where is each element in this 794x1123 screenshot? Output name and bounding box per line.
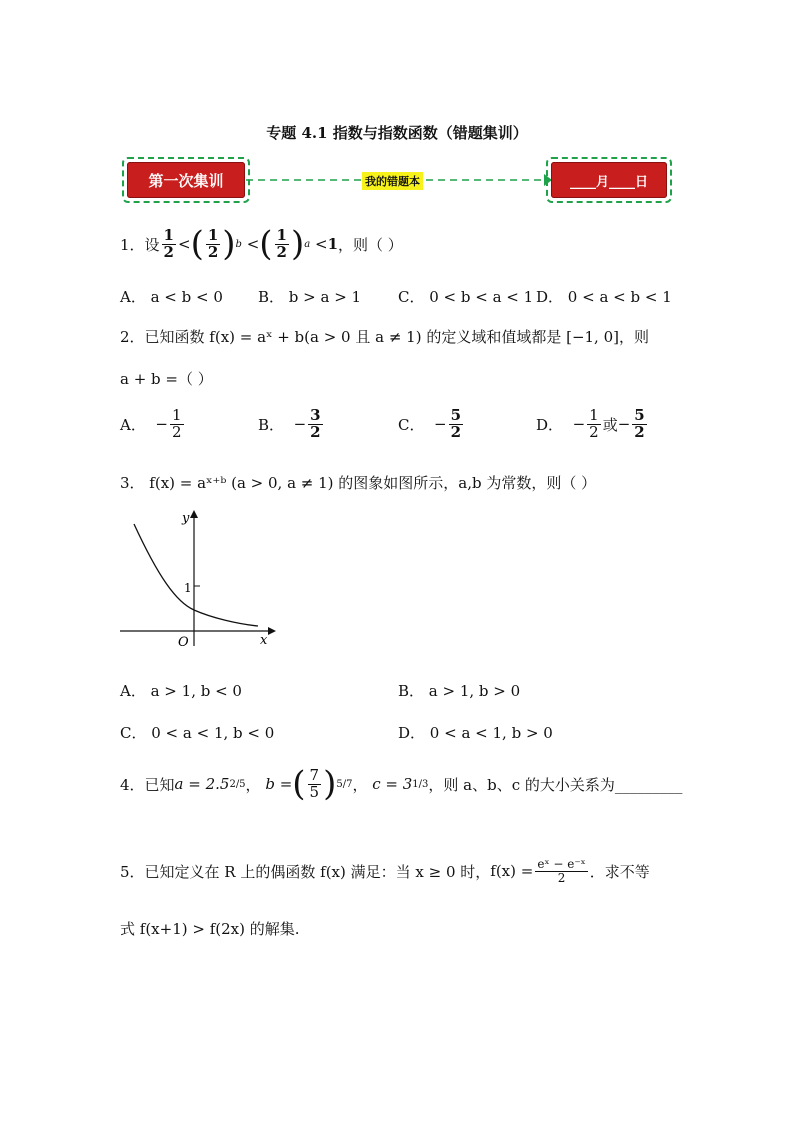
- first-training-badge: 第一次集训: [127, 162, 245, 198]
- q1-option-c[interactable]: C． 0 < b < a < 1: [398, 288, 534, 306]
- q2-option-d[interactable]: D． − $\frac{1}{2}$ 或 − $\frac{5}{2}$: [536, 406, 645, 441]
- left-badge-frame: [122, 157, 250, 203]
- q1-option-d[interactable]: D． 0 < a < b < 1: [536, 288, 672, 306]
- right-badge-frame: [546, 157, 672, 203]
- q1-option-a[interactable]: A． a < b < 0: [120, 288, 223, 306]
- question-3: 3． f(x) = aˣ⁺ᵇ (a > 0, a ≠ 1) 的图象如图所示，a,b 为常数，则（ ）: [120, 474, 597, 492]
- question-5-line-1: 5．已知定义在 R 上的偶函数 f(x) 满足：当 x ≥ 0 时， f(x) = $\frac{\text{eˣ − e⁻ˣ}}{2}$ ．求不等: [120, 857, 650, 885]
- x-axis-label: x: [260, 633, 268, 648]
- tick-label-1: 1: [184, 581, 192, 595]
- question-2-line-1: 2．已知函数 f(x) = aˣ + b(a > 0 且 a ≠ 1) 的定义域和值域都是 [−1, 0]，则: [120, 328, 649, 346]
- q1-fraction: $\frac{1}{2}$: [163, 225, 174, 261]
- q1-option-b[interactable]: B． b > a > 1: [258, 288, 362, 306]
- origin-label: O: [178, 635, 189, 650]
- q3-graph: [118, 506, 278, 652]
- page-title: 专题 4.1 指数与指数函数（错题集训）: [266, 124, 528, 142]
- mistake-book-label: 我的错题本: [362, 172, 423, 190]
- date-badge: ____月____日: [551, 162, 667, 198]
- y-axis-label: y: [182, 511, 190, 526]
- question-2-line-2: a + b =（ ）: [120, 370, 213, 388]
- q3-option-b[interactable]: B． a > 1, b > 0: [398, 682, 521, 700]
- question-4: 4．已知 a = 2.5 2/5 ， b = ( $\frac{7}{5}$ ) 5/7 ， c = 3 1/3 ，则 a、b、c 的大小关系为_________: [120, 764, 683, 804]
- q3-option-a[interactable]: A． a > 1, b < 0: [120, 682, 242, 700]
- q3-option-c[interactable]: C． 0 < a < 1, b < 0: [120, 724, 275, 742]
- q2-option-a[interactable]: A． − $\frac{1}{2}$: [120, 406, 182, 441]
- q2-option-b[interactable]: B． − $\frac{3}{2}$: [258, 406, 321, 441]
- q2-option-c[interactable]: C． − $\frac{5}{2}$: [398, 406, 462, 441]
- question-5-line-2: 式 f(x+1) > f(2x) 的解集.: [120, 920, 300, 938]
- q3-option-d[interactable]: D． 0 < a < 1, b > 0: [398, 724, 553, 742]
- question-1: 1．设 $\frac{1}{2}$ < ( $\frac{1}{2}$ ) b < ( $\frac{1}{2}$ ) a <1 ，则（ ）: [120, 224, 403, 264]
